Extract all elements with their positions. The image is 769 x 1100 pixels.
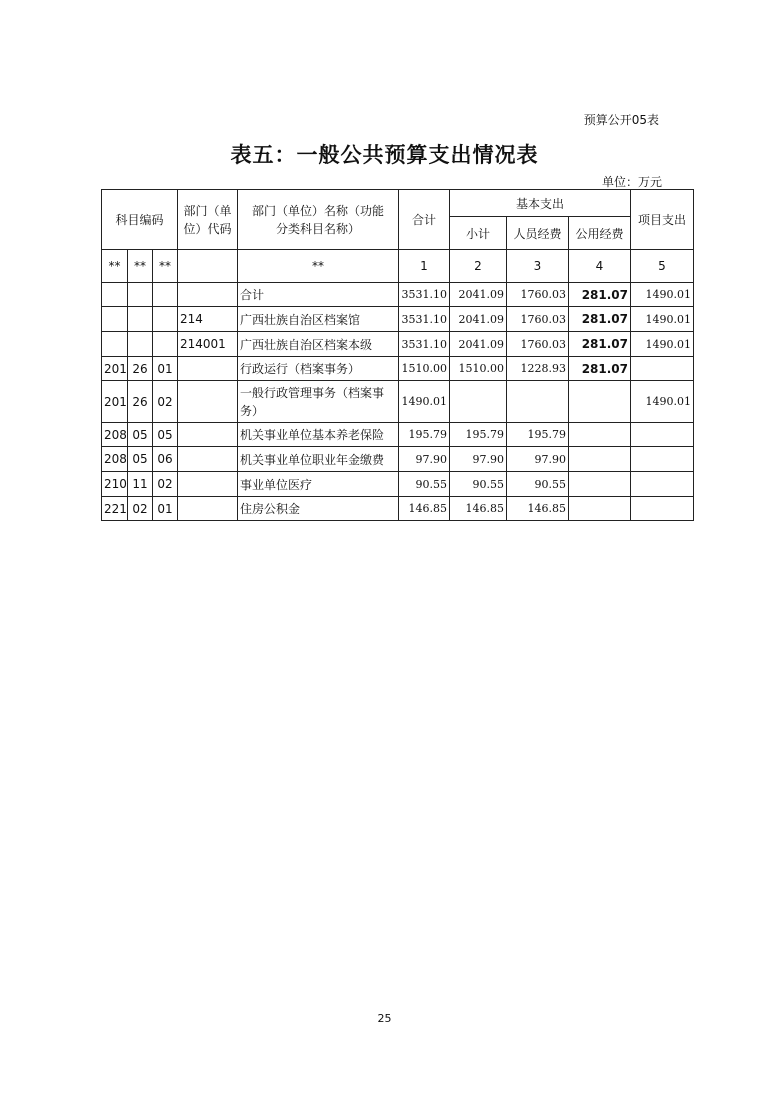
class-code: [102, 307, 128, 332]
table-row: [102, 472, 694, 497]
class-code: 201: [102, 381, 128, 423]
dept-code: [178, 472, 238, 497]
dept-code: [178, 357, 238, 381]
subtotal-value: 146.85: [450, 497, 507, 521]
class-code: 210: [102, 472, 128, 497]
personnel-value: 1228.93: [507, 357, 569, 381]
index-cell: **: [102, 250, 128, 283]
section-code: 26: [128, 381, 153, 423]
total-value: 90.55: [399, 472, 450, 497]
dept-name: 一般行政管理事务（档案事务）: [238, 381, 399, 423]
header-subject-code: 科目编码: [102, 190, 178, 250]
subtotal-value: 2041.09: [450, 307, 507, 332]
header-personnel: 人员经费: [507, 217, 569, 250]
subtotal-value: 90.55: [450, 472, 507, 497]
header-project: 项目支出: [631, 190, 694, 250]
table-row: [102, 307, 694, 332]
dept-code: 214: [178, 307, 238, 332]
section-code: [128, 307, 153, 332]
subtotal-value: 97.90: [450, 447, 507, 472]
table-row: [102, 283, 694, 307]
dept-name: 行政运行（档案事务）: [238, 357, 399, 381]
unit-label: 单位：万元: [601, 175, 662, 189]
index-cell: **: [238, 250, 399, 283]
total-value: 3531.10: [399, 283, 450, 307]
personnel-value: 1760.03: [507, 307, 569, 332]
table-row: [102, 497, 694, 521]
subtotal-value: [450, 381, 507, 423]
index-cell: [178, 250, 238, 283]
index-cell: **: [128, 250, 153, 283]
total-value: 1510.00: [399, 357, 450, 381]
project-value: 1490.01: [631, 283, 694, 307]
item-code: 06: [153, 447, 178, 472]
page-title: 表五：一般公共预算支出情况表: [230, 143, 539, 167]
item-code: 01: [153, 497, 178, 521]
subtotal-value: 1510.00: [450, 357, 507, 381]
index-cell: 1: [399, 250, 450, 283]
dept-name: 广西壮族自治区档案本级: [238, 332, 399, 357]
index-cell: 2: [450, 250, 507, 283]
public-value: 281.07: [569, 283, 631, 307]
project-value: [631, 497, 694, 521]
item-code: [153, 332, 178, 357]
index-cell: 5: [631, 250, 694, 283]
table-row: [102, 381, 694, 423]
public-value: 281.07: [569, 307, 631, 332]
index-row: [102, 250, 694, 283]
header-total: 合计: [399, 190, 450, 250]
item-code: 05: [153, 423, 178, 447]
header-public: 公用经费: [569, 217, 631, 250]
personnel-value: 146.85: [507, 497, 569, 521]
public-value: [569, 381, 631, 423]
total-value: 97.90: [399, 447, 450, 472]
section-code: [128, 332, 153, 357]
dept-code: 214001: [178, 332, 238, 357]
table-row: [102, 447, 694, 472]
dept-code: [178, 283, 238, 307]
section-code: 05: [128, 423, 153, 447]
dept-name: 机关事业单位职业年金缴费: [238, 447, 399, 472]
dept-name: 事业单位医疗: [238, 472, 399, 497]
dept-name: 合计: [238, 283, 399, 307]
dept-name: 广西壮族自治区档案馆: [238, 307, 399, 332]
class-code: 208: [102, 447, 128, 472]
table-row: [102, 332, 694, 357]
dept-code: [178, 381, 238, 423]
table-row: [102, 357, 694, 381]
project-value: [631, 447, 694, 472]
project-value: 1490.01: [631, 307, 694, 332]
total-value: 146.85: [399, 497, 450, 521]
total-value: 3531.10: [399, 332, 450, 357]
item-code: [153, 307, 178, 332]
section-code: 02: [128, 497, 153, 521]
item-code: [153, 283, 178, 307]
header-dept-name: 部门（单位）名称（功能分类科目名称）: [238, 190, 399, 250]
public-value: [569, 447, 631, 472]
project-value: 1490.01: [631, 332, 694, 357]
index-cell: 3: [507, 250, 569, 283]
index-cell: **: [153, 250, 178, 283]
header-dept-code: 部门（单位）代码: [178, 190, 238, 250]
dept-name: 住房公积金: [238, 497, 399, 521]
budget-table: [101, 189, 694, 521]
personnel-value: 1760.03: [507, 283, 569, 307]
header-basic: 基本支出: [450, 190, 631, 217]
section-code: 26: [128, 357, 153, 381]
table-tag: 预算公开05表: [583, 113, 659, 127]
dept-name: 机关事业单位基本养老保险: [238, 423, 399, 447]
index-cell: 4: [569, 250, 631, 283]
project-value: [631, 423, 694, 447]
public-value: 281.07: [569, 357, 631, 381]
item-code: 02: [153, 381, 178, 423]
subtotal-value: 2041.09: [450, 283, 507, 307]
table-row: [102, 423, 694, 447]
item-code: 01: [153, 357, 178, 381]
public-value: [569, 497, 631, 521]
class-code: [102, 332, 128, 357]
personnel-value: 1760.03: [507, 332, 569, 357]
section-code: [128, 283, 153, 307]
personnel-value: 97.90: [507, 447, 569, 472]
class-code: 208: [102, 423, 128, 447]
section-code: 11: [128, 472, 153, 497]
project-value: [631, 472, 694, 497]
header-row-1: [102, 190, 694, 217]
subtotal-value: 195.79: [450, 423, 507, 447]
subtotal-value: 2041.09: [450, 332, 507, 357]
class-code: 221: [102, 497, 128, 521]
public-value: [569, 423, 631, 447]
dept-code: [178, 447, 238, 472]
personnel-value: 195.79: [507, 423, 569, 447]
total-value: 195.79: [399, 423, 450, 447]
dept-code: [178, 423, 238, 447]
personnel-value: [507, 381, 569, 423]
project-value: [631, 357, 694, 381]
page-number: 25: [377, 1012, 392, 1025]
public-value: 281.07: [569, 332, 631, 357]
personnel-value: 90.55: [507, 472, 569, 497]
header-subtotal: 小计: [450, 217, 507, 250]
public-value: [569, 472, 631, 497]
dept-code: [178, 497, 238, 521]
class-code: 201: [102, 357, 128, 381]
item-code: 02: [153, 472, 178, 497]
total-value: 3531.10: [399, 307, 450, 332]
class-code: [102, 283, 128, 307]
section-code: 05: [128, 447, 153, 472]
total-value: 1490.01: [399, 381, 450, 423]
project-value: 1490.01: [631, 381, 694, 423]
